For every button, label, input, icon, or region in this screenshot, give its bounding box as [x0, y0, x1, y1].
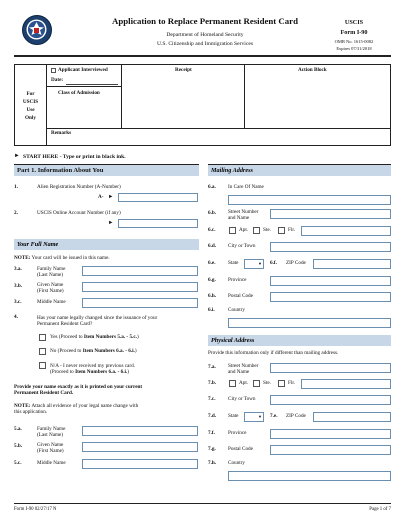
mailing-country-input[interactable] — [228, 318, 391, 328]
mailing-state-chevron-down-icon: ▼ — [258, 261, 262, 266]
f6g-number: 6.g. — [208, 277, 216, 283]
f6b-number: 6.b. — [208, 210, 217, 216]
f6c-number: 6.c. — [208, 227, 216, 233]
f6b-label-2: and Name — [228, 215, 250, 222]
q2-number: 2. — [14, 210, 18, 216]
q1-arrow-icon: ► — [108, 194, 114, 200]
current-instruction-1: Provide your name exactly as it is printed on your current — [14, 384, 143, 390]
given-name-input[interactable] — [82, 282, 198, 292]
header-rule — [14, 55, 391, 57]
f7a-label-2: and Name — [228, 369, 250, 376]
f7d-label: State — [228, 413, 239, 419]
f7b-number: 7.b. — [208, 380, 217, 386]
full-name-note — [14, 256, 110, 262]
f7a-label — [228, 363, 258, 375]
start-here-arrow-icon: ► — [14, 153, 20, 159]
physical-city-input[interactable] — [270, 395, 391, 405]
yes-text-a: Yes (Proceed to — [50, 334, 84, 340]
dhs-seal-logo — [22, 15, 52, 45]
yes-text-c: ) — [136, 334, 139, 340]
office-remarks-divider — [47, 128, 391, 129]
mailing-flr-label: Flr. — [288, 227, 296, 233]
current-given-name-input[interactable] — [82, 442, 198, 452]
physical-flr-checkbox[interactable] — [278, 380, 285, 387]
full-name-note-text: Your card will be issued in this name. — [30, 255, 110, 261]
mailing-unit-input[interactable] — [301, 226, 391, 236]
side-label-3: Use — [26, 107, 35, 113]
f3b-label — [37, 282, 64, 294]
physical-province-input[interactable] — [270, 429, 391, 439]
a-number-input[interactable] — [118, 193, 198, 202]
f6e-number: 6.e. — [208, 260, 216, 266]
form-number: Form I-90 — [340, 29, 368, 36]
q4-label — [37, 315, 157, 327]
na-text-2a: (Proceed to — [50, 369, 76, 376]
f6g-label: Province — [228, 277, 247, 283]
f6a-label: In Care Of Name — [228, 184, 264, 190]
start-here-instruction: START HERE - Type or print in black ink. — [23, 154, 126, 160]
f3b-label-2: (First Name) — [37, 288, 64, 295]
physical-zip-input[interactable] — [313, 412, 391, 422]
f6i-label: Country — [228, 307, 246, 313]
f6f-number: 6.f. — [270, 260, 277, 266]
q1-label: Alien Registration Number (A-Number) — [37, 184, 121, 190]
side-label-4: Only — [25, 115, 36, 121]
current-note-1: Attach all evidence of your legal name change with — [30, 403, 139, 409]
current-note-label: NOTE: — [14, 403, 31, 409]
mailing-address-header: Mailing Address — [208, 164, 391, 176]
office-class-divider — [47, 86, 121, 87]
name-changed-na-label — [50, 363, 135, 375]
name-changed-yes-checkbox[interactable] — [39, 334, 46, 341]
f5a-number: 5.a. — [14, 426, 22, 432]
mailing-apt-label: Apt. — [239, 227, 249, 233]
q1-prefix: A- — [98, 194, 104, 200]
f6h-number: 6.h. — [208, 293, 217, 299]
mailing-street-input[interactable] — [270, 209, 391, 219]
no-text-a: No (Proceed to — [50, 348, 83, 354]
agency-short: USCIS — [344, 19, 364, 26]
physical-state-chevron-down-icon: ▼ — [258, 414, 262, 419]
current-instruction-2: Permanent Resident Card. — [14, 390, 74, 397]
f3c-number: 3.c. — [14, 299, 22, 305]
mailing-province-input[interactable] — [270, 276, 391, 286]
office-col-divider-2 — [244, 64, 245, 128]
na-text-1: N/A - I never received my previous card. — [50, 363, 135, 369]
applicant-interviewed-checkbox[interactable] — [51, 68, 56, 73]
care-of-name-input[interactable] — [228, 195, 391, 205]
footer-page-number: Page 1 of 7 — [369, 507, 391, 512]
action-block-label: Action Block — [298, 67, 327, 73]
f5a-label-2: (Last Name) — [37, 432, 64, 439]
q4-label-2: Permanent Resident Card? — [37, 321, 93, 328]
name-changed-no-checkbox[interactable] — [39, 348, 46, 355]
f7h-label: Country — [228, 460, 246, 466]
physical-apt-label: Apt. — [239, 380, 249, 386]
mailing-zip-input[interactable] — [313, 259, 391, 269]
f6b-label-1: Street Number — [228, 209, 259, 215]
side-label-1: For — [26, 91, 35, 97]
footer-rule — [14, 503, 391, 504]
f7g-label: Postal Code — [228, 446, 253, 452]
q1-number: 1. — [14, 184, 18, 190]
f6h-label: Postal Code — [228, 293, 253, 299]
f7d-number: 7.d. — [208, 413, 217, 419]
physical-unit-input[interactable] — [301, 379, 391, 389]
date-line — [66, 84, 118, 85]
footer-form-edition: Form I-90 02/27/17 N — [14, 507, 57, 512]
name-changed-na-checkbox[interactable] — [39, 362, 46, 369]
f7f-label: Province — [228, 430, 247, 436]
part1-title: Part 1. Information About You — [17, 167, 104, 174]
f7f-number: 7.f. — [208, 430, 215, 436]
mailing-flr-checkbox[interactable] — [278, 227, 285, 234]
full-name-header: Your Full Name — [14, 239, 199, 250]
current-card-instruction — [14, 384, 142, 396]
mailing-ste-checkbox[interactable] — [253, 227, 260, 234]
side-label-2: USCIS — [22, 99, 39, 105]
f7a-label-1: Street Number — [228, 363, 259, 369]
f5b-number: 5.b. — [14, 443, 23, 449]
f5c-label: Middle Name — [37, 460, 66, 466]
agency-name: U.S. Citizenship and Immigration Services — [156, 41, 253, 47]
f6a-number: 6.a. — [208, 184, 216, 190]
form-title: Application to Replace Permanent Resident Card — [112, 16, 298, 26]
f7e-label: ZIP Code — [286, 413, 306, 419]
office-col-divider-1 — [121, 64, 122, 128]
current-note-2: this application. — [14, 409, 48, 416]
q4-label-1: Has your name legally changed since the issuance of your — [37, 315, 158, 321]
physical-ste-checkbox[interactable] — [253, 380, 260, 387]
f7g-number: 7.g. — [208, 446, 216, 452]
physical-street-input[interactable] — [270, 363, 391, 373]
na-text-2b: Item Numbers 6.a. - 6.i. — [75, 369, 128, 376]
na-text-2c: ) — [127, 369, 129, 376]
remarks-label: Remarks — [51, 130, 72, 136]
f6e-label: State — [228, 260, 239, 266]
f5b-label — [37, 442, 64, 454]
family-name-input[interactable] — [82, 266, 198, 276]
f3c-label: Middle Name — [37, 299, 66, 305]
f5c-number: 5.c. — [14, 460, 22, 466]
omb-number: OMB No. 1615-0082 — [334, 39, 374, 44]
current-family-name-input[interactable] — [82, 426, 198, 436]
class-of-admission-label: Class of Admission — [58, 90, 100, 96]
mailing-ste-label: Ste. — [263, 227, 271, 233]
applicant-interviewed-label: Applicant Interviewed — [58, 67, 108, 73]
f7c-number: 7.c. — [208, 396, 216, 402]
f5a-label — [37, 426, 65, 438]
f3b-label-1: Given Name — [37, 282, 64, 288]
f6i-number: 6.i. — [208, 307, 215, 313]
f3b-number: 3.b. — [14, 283, 23, 289]
f3a-label-1: Family Name — [37, 266, 66, 272]
mailing-postal-code-input[interactable] — [270, 292, 391, 302]
current-middle-name-input[interactable] — [82, 459, 198, 469]
middle-name-input[interactable] — [82, 298, 198, 308]
f3a-number: 3.a. — [14, 266, 22, 272]
physical-address-header: Physical Address — [208, 335, 391, 346]
expiration-date: Expires 07/31/2018 — [336, 46, 372, 51]
f7e-number: 7.e. — [270, 413, 278, 419]
f3a-label-2: (Last Name) — [37, 272, 64, 279]
full-name-note-label: NOTE: — [14, 255, 31, 261]
receipt-label: Receipt — [175, 67, 192, 73]
name-changed-no-label — [50, 349, 137, 355]
f5b-label-1: Given Name — [37, 442, 64, 448]
f3a-label — [37, 266, 65, 278]
f7c-label: City or Town — [228, 396, 256, 402]
mailing-city-input[interactable] — [270, 242, 391, 252]
mailing-apt-checkbox[interactable] — [229, 227, 236, 234]
physical-country-input[interactable] — [228, 471, 391, 481]
q2-arrow-icon: ► — [108, 220, 114, 226]
f6f-label: ZIP Code — [286, 260, 306, 266]
name-changed-yes-label — [50, 335, 139, 341]
f6b-label — [228, 209, 258, 221]
q2-label: USCIS Online Account Number (if any) — [37, 210, 121, 216]
f7h-number: 7.h. — [208, 460, 217, 466]
f7a-number: 7.a. — [208, 364, 216, 370]
physical-ste-label: Ste. — [263, 380, 271, 386]
physical-postal-code-input[interactable] — [270, 445, 391, 455]
f6d-number: 6.d. — [208, 243, 217, 249]
current-card-note — [14, 403, 138, 415]
physical-apt-checkbox[interactable] — [229, 380, 236, 387]
uscis-account-input[interactable] — [118, 219, 198, 228]
f6d-label: City or Town — [228, 243, 256, 249]
no-text-b: Item Numbers 6.a. - 6.i. — [82, 348, 135, 354]
f5b-label-2: (First Name) — [37, 448, 64, 455]
f5a-label-1: Family Name — [37, 426, 66, 432]
date-label: Date: — [51, 77, 64, 83]
physical-flr-label: Flr. — [288, 380, 296, 386]
physical-address-note: Provide this information only if different than mailing address. — [208, 350, 339, 356]
q4-number: 4. — [14, 314, 18, 320]
department-name: Department of Homeland Security — [166, 32, 244, 38]
no-text-c: ) — [134, 348, 137, 354]
yes-text-b: Item Numbers 5.a. - 5.c. — [83, 334, 137, 340]
